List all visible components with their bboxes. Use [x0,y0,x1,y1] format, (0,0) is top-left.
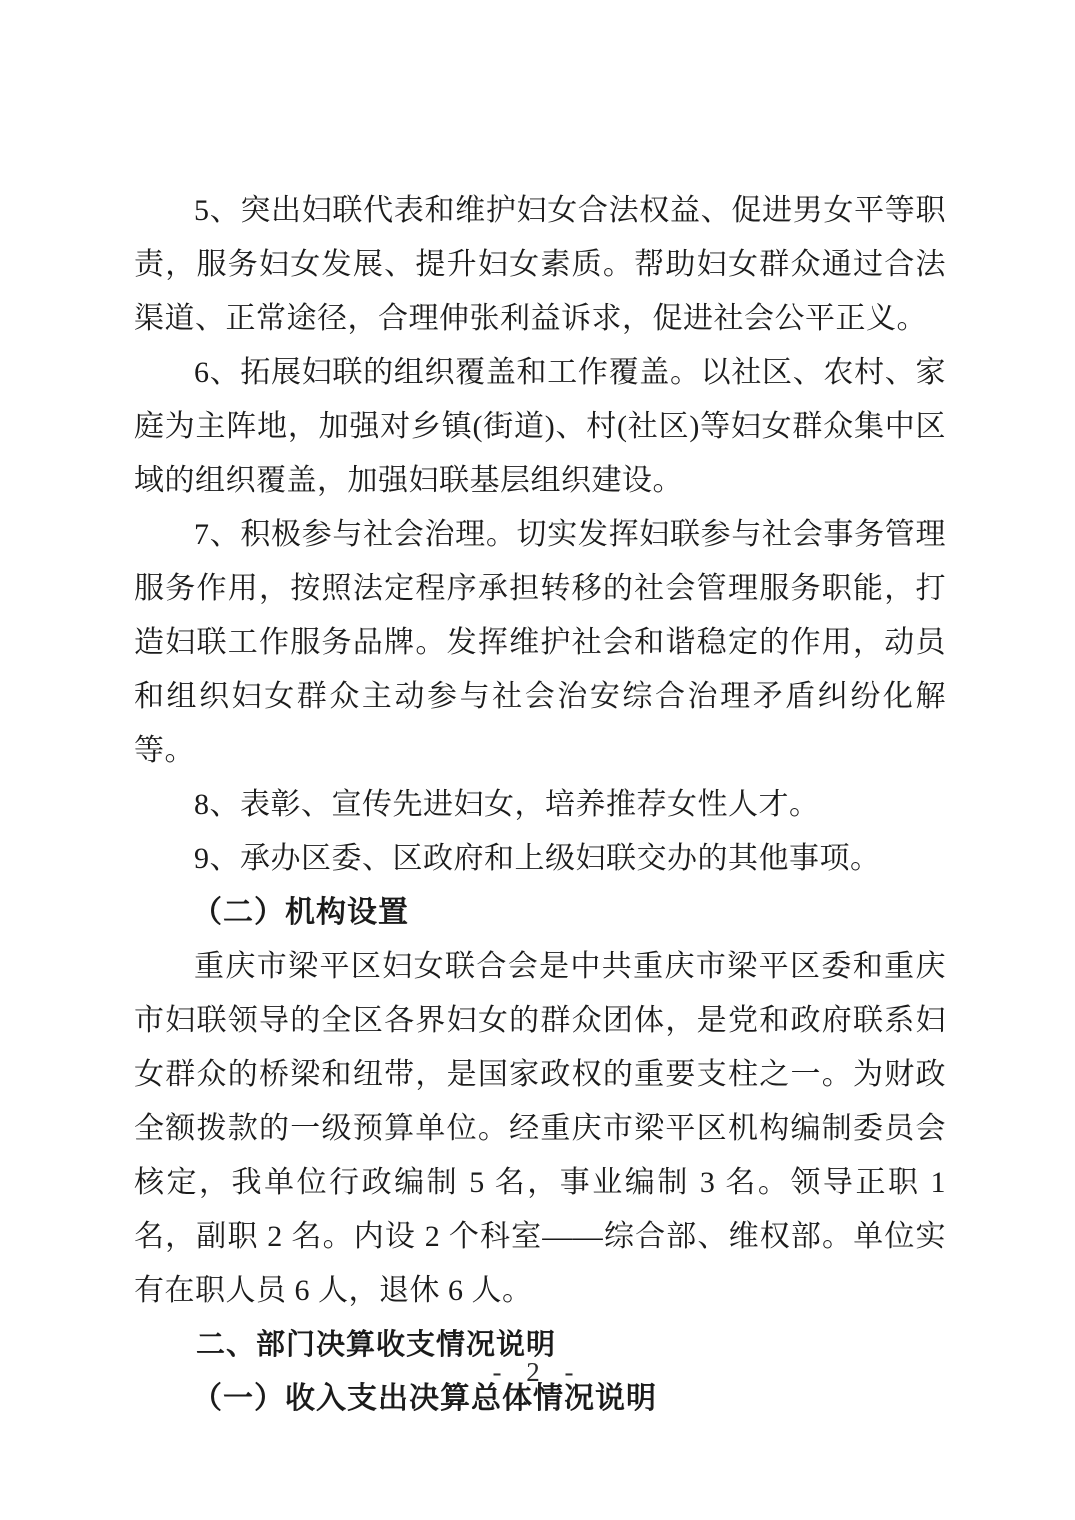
paragraph-duty-6: 6、拓展妇联的组织覆盖和工作覆盖。以社区、农村、家庭为主阵地，加强对乡镇(街道)、村(社区)等妇女群众集中区域的组织覆盖，加强妇联基层组织建设。 [134,356,946,497]
heading-income-expense-overview: （一）收入支出决算总体情况说明 [192,1382,657,1415]
paragraph-duty-8: 8、表彰、宣传先进妇女，培养推荐女性人才。 [194,788,820,821]
paragraph-duty-9: 9、承办区委、区政府和上级妇联交办的其他事项。 [194,842,881,875]
paragraph-duty-5: 5、突出妇联代表和维护妇女合法权益、促进男女平等职责，服务妇女发展、提升妇女素质。帮助妇女群众通过合法渠道、正常途径，合理伸张利益诉求，促进社会公平正义。 [134,194,946,335]
paragraph-org-description: 重庆市梁平区妇女联合会是中共重庆市梁平区委和重庆市妇联领导的全区各界妇女的群众团体，是党和政府联系妇女群众的桥梁和纽带，是国家政权的重要支柱之一。为财政全额拨款的一级预算单位。经重庆市梁平区机构编制委员会核定，我单位行政编制 5 名，事业编制 3 名。领导正职 1 名，副职 2 名。内设 2 个科室——综合部、维权部。单位实有在职人员 6 人，退休 6 人。 [134,950,946,1307]
page-number: - 2 - [492,1357,583,1387]
heading-org-structure: （二）机构设置 [192,896,409,929]
document-body [134,184,946,1426]
heading-budget-statement: 二、部门决算收支情况说明 [196,1329,557,1361]
paragraph-duty-7: 7、积极参与社会治理。切实发挥妇联参与社会事务管理服务作用，按照法定程序承担转移的社会管理服务职能，打造妇联工作服务品牌。发挥维护社会和谐稳定的作用，动员和组织妇女群众主动参与社会治安综合治理矛盾纠纷化解等。 [134,518,946,767]
